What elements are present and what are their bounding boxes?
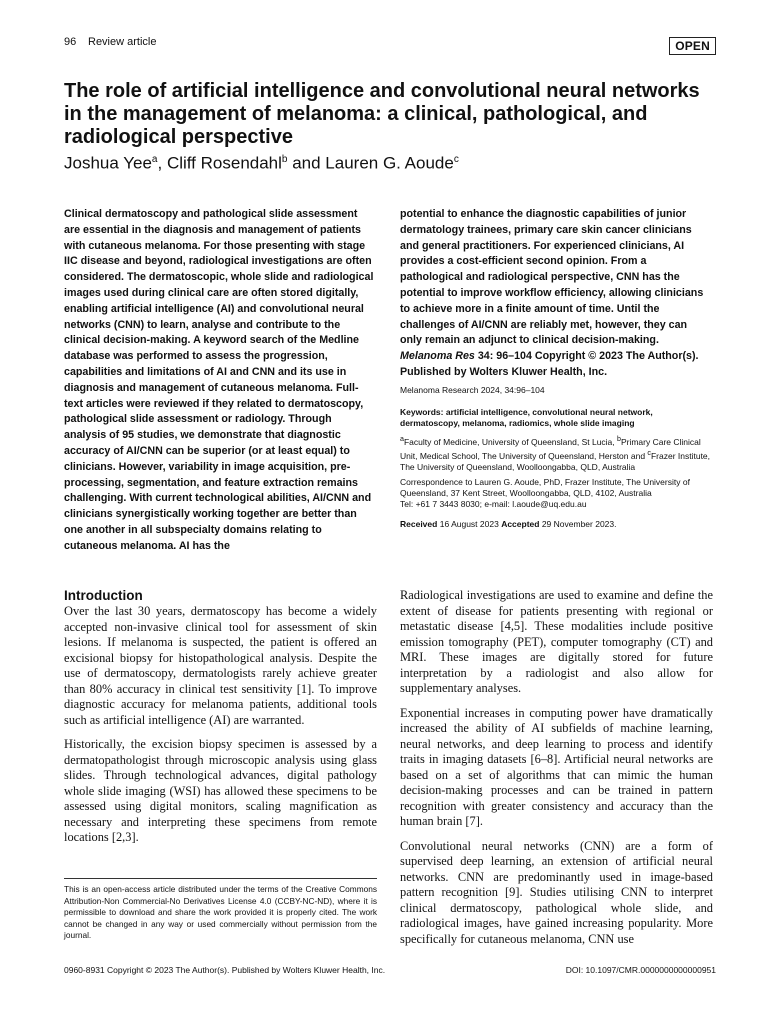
author-list [64, 150, 714, 174]
page-footer [64, 965, 716, 977]
author-separator: , [157, 153, 167, 173]
body-right-column [400, 588, 713, 956]
body-paragraph: Over the last 30 years, dermatoscopy has become a widely accepted non-invasive clinical tool for assessment of skin lesions. If melanoma is suspected, the patient is offered an excisional biopsy for histopathological analysis. Despite the use of dermatoscopy, dermatologists rarely achieve greater than 80% accuracy in clinical test sensitivity [1]. To improve diagnostic accuracy for melanoma patients, additional tools such as artificial intelligence (AI) are warranted. [64, 604, 377, 727]
abstract-left-column: Clinical dermatoscopy and pathological slide assessment are essential in the diagnosis and management of patients with cutaneous melanoma. For those presenting with stage IIC disease and beyond, radiological investigations are often considered. The dermatoscopic, whole slide and radiological images used during clinical care are often stored digitally, enabling artificial intelligence (AI) and convolutional neural networks (CNN) to learn, analyse and contribute to the clinical decision-making. A keyword search of the Medline database was performed to assess the progression, capabilities and limitations of AI and CNN and its use in diagnosis and management of cutaneous melanoma. Full-text articles were reviewed if they related to dermatoscopy, pathological slide assessment or radiology. Through analysis of 95 studies, we demonstrate that diagnostic accuracy of AI/CNN can be superior (or at least equal) to clinicians. However, variability in image acquisition, pre-processing, segmentation, and feature extraction remains challenging. With current technological abilities, AI/CNN and clinicians synergistically working together are better than one another in all subspecialty domains relating to cutaneous melanoma. AI has the [64, 208, 374, 552]
correspondence [400, 477, 712, 510]
author-name: Cliff Rosendahl [166, 153, 282, 173]
affiliations [400, 434, 712, 473]
copyright-line: 0960-8931 Copyright © 2023 The Author(s). Published by Wolters Kluwer Health, Inc. [64, 965, 386, 975]
correspondence-contact: Tel: +61 7 3443 8030; e-mail: l.aoude@uq.edu.au [400, 499, 587, 509]
correspondence-address: Correspondence to Lauren G. Aoude, PhD, Frazer Institute, The University of Queensland, 37 Kent Street, Woolloongabba, QLD, 4102, Australia [400, 477, 690, 498]
author-name: Lauren G. Aoude [325, 153, 454, 173]
page-number: 96 [64, 36, 77, 48]
body-paragraph: Exponential increases in computing power have dramatically increased the ability of AI subfields of machine learning, neural networks, and deep learning to process and identify traits in imaging datasets [6–8]. Artificial neural networks are based on a set of algorithms that can mimic the human decision-making processes and can be trained in pattern recognition with greater consistency and accuracy than the human brain [7]. [400, 705, 713, 828]
abstract-continuation: potential to enhance the diagnostic capabilities of junior dermatology trainees, primary care skin cancer clinicians and general practitioners. For experienced clinicians, AI provides a cost-efficient second opinion. From a pathological and radiological perspective, CNN has the potential to improve workflow efficiency, allowing clinicians to achieve more in a finite amount of time. Until the challenges of AI/CNN are reliably met, however, they can only remain an adjunct to clinical decision-making. [400, 208, 704, 347]
citation-journal: Melanoma Res [400, 350, 475, 363]
page-header [64, 36, 716, 54]
article-type-label: Review article [88, 36, 157, 48]
affiliation-text: Faculty of Medicine, University of Queensland, St Lucia, [403, 436, 618, 447]
author-affiliation-mark: c [453, 154, 459, 165]
accepted-date: 29 November 2023. [541, 519, 617, 529]
keywords-label: Keywords: [400, 407, 444, 417]
license-footnote: This is an open-access article distributed under the terms of the Creative Commons Attribution-Non Commercial-No Derivatives License 4.0 (CCBY-NC-ND), where it is permissible to download and share the work provided it is properly cited. The work cannot be changed in any way or used commercially without permission from the journal. [64, 884, 377, 940]
abstract-right-column [400, 207, 712, 381]
journal-citation-line [400, 385, 712, 396]
body-paragraph: Convolutional neural networks (CNN) are a form of supervised deep learning, an extension of artificial neural networks. CNN are predominantly used in image-based pattern recognition [9]. Studies utilising CNN to interpret clinical dermatoscopy, pathological whole slide, and radiological images, have gained increasing popularity. More specifically for cutaneous melanoma, CNN use [400, 838, 713, 946]
affiliation-text: Frazer Institute, The University of Queensland, Woolloongabba, QLD, Australia [400, 450, 711, 472]
article-title: The role of artificial intelligence and convolutional neural networks in the management of melanoma: a clinical, pathological, and radiological perspective [64, 80, 700, 148]
introduction-heading: Introduction [64, 588, 143, 603]
affiliation-mark: b [617, 435, 621, 443]
body-left-column [64, 604, 377, 855]
received-accepted-dates [400, 519, 712, 530]
received-label: Received [400, 519, 438, 529]
affiliation-mark: c [647, 448, 651, 457]
journal-name: Melanoma Research [400, 385, 479, 395]
received-date: 16 August 2023 [439, 519, 499, 529]
journal-volume: 2024, 34:96–104 [480, 385, 545, 395]
author-affiliation-mark: b [281, 154, 288, 165]
doi-link[interactable]: DOI: 10.1097/CMR.0000000000000951 [565, 965, 716, 975]
open-access-badge: OPEN [669, 37, 716, 55]
body-paragraph: Historically, the excision biopsy specimen is assessed by a dermatopathologist through microscopic analysis using glass slides. Through technological advances, digital pathology whole slide imaging (WSI) has allowed these specimens to be assessed using digital monitors, scaling magnification as necessary and interpreting these specimens from remote locations [2,3]. [64, 737, 377, 844]
body-paragraph: Radiological investigations are used to examine and define the extent of disease for patients presenting with regional or metastatic disease [4,5]. These modalities include positive emission tomography (PET), computer tomography (CT) and MRI. These images are digitally stored for future interpretation by a radiologist and also allow for supplementary analyses. [400, 588, 713, 695]
keywords [400, 407, 712, 429]
affiliation-text: Primary Care Clinical Unit, Medical School, The University of Queensland, Herston and [400, 436, 701, 461]
citation-details: 34: 96–104 Copyright © 2023 The Author(s). Published by Wolters Kluwer Health, Inc. [400, 350, 699, 378]
accepted-label: Accepted [501, 519, 540, 529]
author-affiliation-mark: a [151, 154, 158, 165]
author-separator: and [287, 153, 326, 173]
footnote-divider [64, 878, 377, 879]
affiliation-mark: a [400, 435, 404, 443]
keywords-list: artificial intelligence, convolutional neural network, dermatoscopy, melanoma, radiomics, whole slide imaging [400, 407, 653, 428]
author-name: Joshua Yee [64, 153, 152, 173]
